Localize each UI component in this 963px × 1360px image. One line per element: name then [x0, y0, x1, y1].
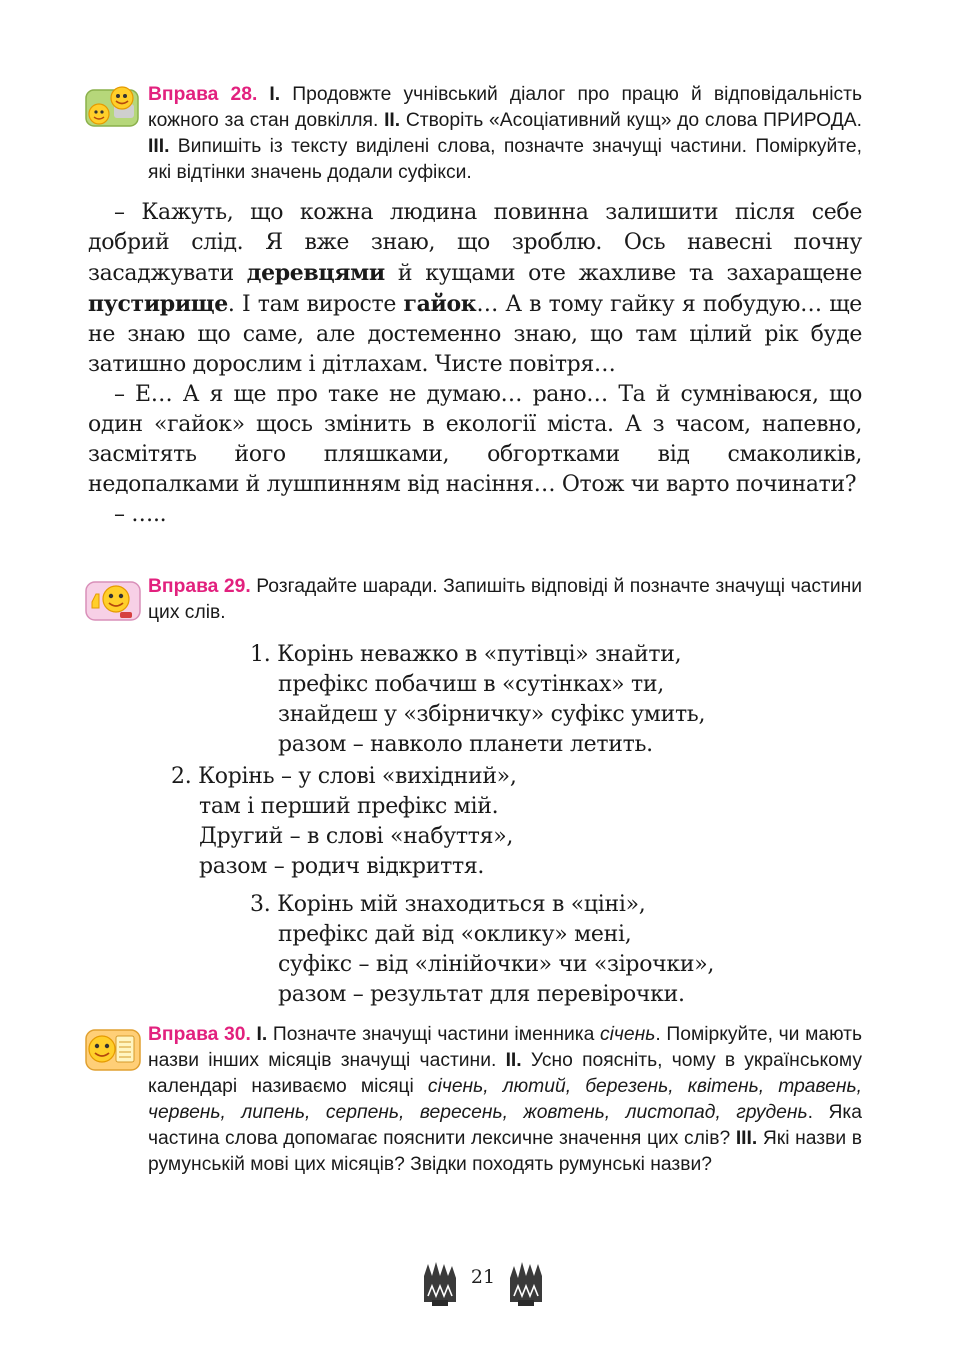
riddle-1-line-1: 1. Корінь неважко в «путівці» знайти,	[250, 642, 682, 667]
riddle-1-line-2: префікс побачиш в «сутінках» ти,	[278, 672, 664, 697]
exercise-30-instructions	[148, 1022, 862, 1178]
exercise-28-instructions	[148, 82, 862, 186]
riddle-2-line-1: 2. Корінь – у слові «вихідний»,	[171, 764, 517, 789]
exercise-30-text-3: Усно поясніть, чому в українському календарі називаємо місяці	[148, 1050, 862, 1097]
riddle-1-line-3: знайдеш у «збірничку» суфікс умить,	[278, 702, 706, 727]
exercise-28-part-2-marker: II.	[384, 110, 401, 131]
exercise-30-part-3-marker: III.	[735, 1128, 758, 1149]
riddle-1	[250, 640, 705, 760]
exercise-29-instructions	[148, 574, 862, 626]
smiley-chat-icon	[84, 84, 142, 130]
exercise-28-part-2-text: Створіть «Асоціативний кущ» до слова ПРИРОДА.	[400, 110, 862, 131]
exercise-30-word-sichen: січень	[599, 1024, 656, 1045]
highlighted-word-derevtsiamy: деревцями	[246, 260, 385, 286]
dialog-p1-part-a: – Кажуть, що кожна людина повинна залишити після себе добрий слід. Я вже знаю, що зроблю. Ось навесні почну засаджувати	[88, 200, 862, 286]
dialog-paragraph-1	[88, 198, 862, 380]
highlighted-word-pustyryshche: пустирище	[88, 291, 228, 317]
exercise-29-label: Вправа 29.	[148, 576, 251, 597]
dialog-paragraph-2: – Е… А я ще про таке не думаю… рано… Та й сумніваюся, що один «гайок» щось змінить в екології міста. А з часом, напевно, засмітять його пляшками, обгортками від смаколиків, недопалками й лушпинням від насіння… Отож чи варто починати?	[88, 382, 862, 497]
highlighted-word-haiok: гайок	[403, 291, 477, 317]
smiley-notebook-icon	[84, 1026, 142, 1072]
dialog-p1-part-d: … А в тому гайку я побудую… ще не знаю що саме, але достеменно знаю, що там цілий рік буде затишно дорослим і дітлахам. Чисте повітря…	[88, 292, 862, 377]
riddle-1-line-4: разом – навколо планети летить.	[278, 732, 653, 757]
exercise-28-part-1-marker: I.	[269, 84, 281, 105]
exercise-30-part-1-marker: I.	[256, 1024, 268, 1045]
riddle-3-line-3: суфікс – від «лінійочки» чи «зірочки»,	[278, 952, 715, 977]
riddle-2-line-4: разом – родич відкриття.	[199, 854, 485, 879]
exercise-30-text-2: . Поміркуйте, чи мають назви інших місяців значущі частини.	[148, 1024, 862, 1071]
riddle-3-line-1: 3. Корінь мій знаходиться в «ціні»,	[250, 892, 646, 917]
exercise-30-month-list: січень, лютий, березень, квітень, травень, червень, липень, серпень, вересень, жовтень, листопад, грудень	[148, 1076, 862, 1123]
dialog-text	[88, 198, 862, 530]
exercise-30-part-2-marker: II.	[505, 1050, 522, 1071]
exercise-29-text: Розгадайте шаради. Запишіть відповіді й позначте значущі частини цих слів.	[148, 576, 863, 623]
dialog-p1-part-b: й кущами оте жахливе та захаращене	[384, 261, 862, 286]
exercise-30-text-1: Позначте значущі частини іменника	[267, 1024, 600, 1045]
exercise-28-part-3-text: Випишіть із тексту виділені слова, позначте значущі частини. Поміркуйте, які відтінки значень додали суфікси.	[148, 136, 862, 183]
riddle-3-line-4: разом – результат для перевірочки.	[278, 982, 685, 1007]
riddle-2	[171, 762, 517, 882]
dialog-p1-part-c: . І там виросте	[227, 292, 404, 317]
riddle-2-line-3: Другий – в слові «набуття»,	[199, 824, 514, 849]
smiley-thumbs-up-icon	[84, 578, 142, 624]
dialog-paragraph-3: – …..	[114, 502, 167, 527]
riddle-3-line-2: префікс дай від «оклику» мені,	[278, 922, 632, 947]
riddle-2-line-2: там і перший префікс мій.	[199, 794, 499, 819]
exercise-28-part-3-marker: III.	[148, 136, 170, 157]
exercise-30-label: Вправа 30.	[148, 1024, 251, 1045]
page-number: 21	[470, 1266, 496, 1288]
exercise-30-text-4: . Яка частина слова допомагає пояснити лексичне значення цих слів?	[148, 1102, 862, 1149]
exercise-28-part-1-text: Продовжте учнівський діалог про працю й відповідальність кожного за стан довкілля.	[148, 84, 863, 131]
exercise-30-text-5: Які назви в румунській мові цих місяців? Звідки походять румунські назви?	[148, 1128, 863, 1175]
riddle-3	[250, 890, 714, 1010]
exercise-28-label: Вправа 28.	[148, 84, 258, 105]
